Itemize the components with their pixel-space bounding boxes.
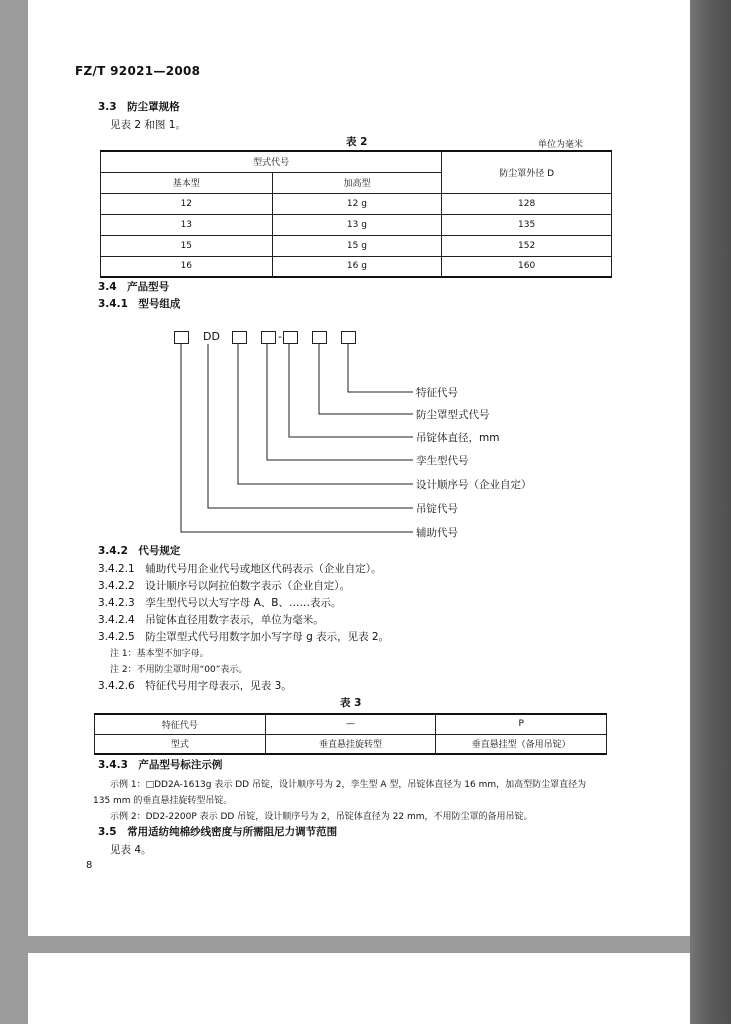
diagram-label-auxiliary-code: 辅助代号	[416, 527, 458, 539]
table3-title: 表 3	[340, 697, 362, 709]
table-cell: 160	[442, 256, 612, 277]
section-3-4-1-heading: 3.4.1 型号组成	[98, 298, 181, 310]
table-cell: 15 g	[272, 235, 442, 256]
table2-title: 表 2	[346, 136, 368, 148]
section-3-3-heading: 3.3 防尘罩规格	[98, 101, 180, 113]
table-cell: 15	[101, 235, 273, 256]
table-cell: 型式	[95, 734, 266, 754]
table-cell: 135	[442, 214, 612, 235]
table2-col-raised: 加高型	[272, 172, 442, 193]
diagram-label-diameter: 吊锭体直径，mm	[416, 432, 500, 444]
code-box-twin-type	[261, 331, 276, 344]
code-box-cover-type	[312, 331, 327, 344]
table-cell: 垂直悬挂型（备用吊锭）	[436, 734, 607, 754]
code-dd: DD	[203, 330, 220, 343]
table-cell: 垂直悬挂旋转型	[265, 734, 436, 754]
clause-3-4-2-1: 3.4.2.1 辅助代号用企业代号或地区代码表示（企业自定）。	[98, 563, 382, 575]
table-cell: 特征代号	[95, 714, 266, 734]
table-row	[95, 714, 607, 734]
next-page	[28, 953, 690, 1024]
code-box-diameter	[283, 331, 298, 344]
diagram-leader-lines	[28, 0, 690, 560]
table2-unit: 单位为毫米	[538, 140, 584, 150]
diagram-label-twin-type: 孪生型代号	[416, 455, 469, 467]
table-cell: 16	[101, 256, 273, 277]
diagram-label-cover-type: 防尘罩型式代号	[416, 409, 490, 421]
table-cell: 16 g	[272, 256, 442, 277]
page-number: 8	[86, 860, 93, 871]
diagram-label-feature-code: 特征代号	[416, 387, 458, 399]
code-box-feature	[341, 331, 356, 344]
diagram-label-spindle-code: 吊锭代号	[416, 503, 458, 515]
clause-3-4-2-2: 3.4.2.2 设计顺序号以阿拉伯数字表示（企业自定）。	[98, 580, 350, 592]
section-3-4-heading: 3.4 产品型号	[98, 281, 170, 293]
example-2: 示例 2：DD2-2200P 表示 DD 吊锭，设计顺序号为 2，吊锭体直径为 22 mm，不用防尘罩的备用吊锭。	[110, 812, 533, 822]
table-cell: P	[436, 714, 607, 734]
viewer-scroll-edge	[690, 0, 731, 1024]
note-1: 注 1：基本型不加字母。	[110, 649, 209, 659]
clause-3-4-2-3: 3.4.2.3 孪生型代号以大写字母 A、B、……表示。	[98, 597, 342, 609]
section-3-4-3-heading: 3.4.3 产品型号标注示例	[98, 759, 223, 771]
example-1-line-1: 示例 1：□DD2A-1613g 表示 DD 吊锭，设计顺序号为 2，孪生型 A 型，吊锭体直径为 16 mm，加高型防尘罩直径为	[110, 780, 587, 790]
table2-col-diameter: 防尘罩外径 D	[442, 151, 612, 193]
section-3-5-text: 见表 4。	[110, 844, 152, 856]
section-3-5-heading: 3.5 常用适纺纯棉纱线密度与所需阻尼力调节范围	[98, 826, 338, 838]
note-2: 注 2：不用防尘罩时用“00”表示。	[110, 665, 248, 675]
table-cell: 152	[442, 235, 612, 256]
code-box-design-order	[232, 331, 247, 344]
example-1-line-2: 135 mm 的垂直悬挂旋转型吊锭。	[93, 796, 233, 806]
clause-3-4-2-6: 3.4.2.6 特征代号用字母表示，见表 3。	[98, 680, 292, 692]
code-box-auxiliary	[174, 331, 189, 344]
table2-col-basic: 基本型	[101, 172, 273, 193]
table-3	[94, 713, 607, 755]
section-3-4-2-heading: 3.4.2 代号规定	[98, 545, 181, 557]
document-page	[28, 0, 690, 936]
table-cell: 128	[442, 193, 612, 214]
table2-group-header: 型式代号	[101, 151, 442, 172]
clause-3-4-2-5: 3.4.2.5 防尘罩型式代号用数字加小写字母 g 表示，见表 2。	[98, 631, 390, 643]
table-cell: —	[265, 714, 436, 734]
diagram-label-design-order: 设计顺序号（企业自定）	[416, 479, 532, 491]
standard-header: FZ/T 92021—2008	[75, 64, 201, 78]
table-cell: 13	[101, 214, 273, 235]
section-3-3-text: 见表 2 和图 1。	[110, 119, 186, 131]
table-cell: 13 g	[272, 214, 442, 235]
table-cell: 12	[101, 193, 273, 214]
table-cell: 12 g	[272, 193, 442, 214]
code-dash: -	[278, 330, 282, 343]
table-row	[95, 734, 607, 754]
clause-3-4-2-4: 3.4.2.4 吊锭体直径用数字表示，单位为毫米。	[98, 614, 324, 626]
